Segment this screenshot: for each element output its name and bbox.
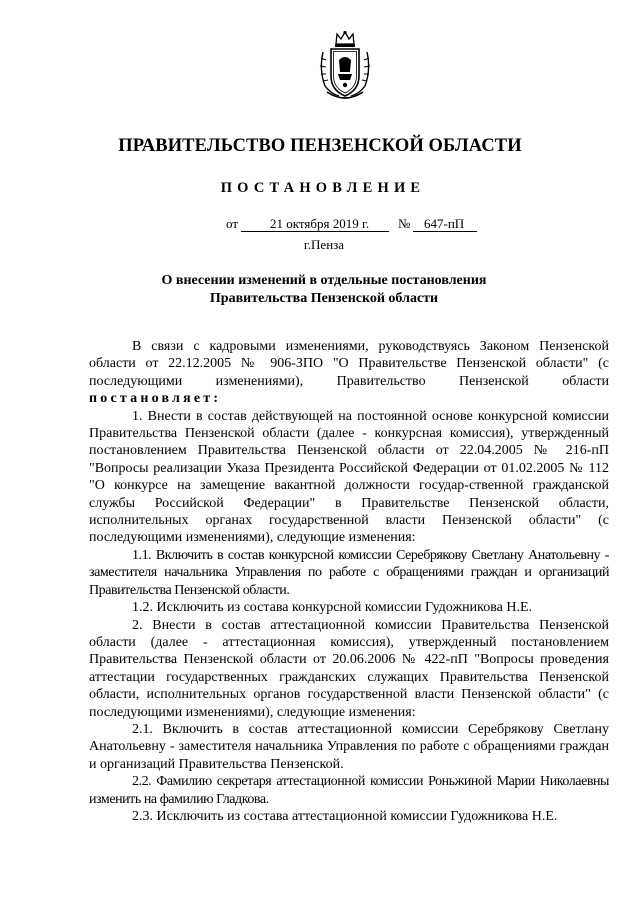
subject-line-1: О внесении изменений в отдельные постановления <box>161 273 487 288</box>
document-meta <box>0 216 640 234</box>
number-value: 647-пП <box>424 216 465 231</box>
date-underline <box>241 231 389 232</box>
item-2-3: 2.3. Исключить из состава аттестационной комиссии Гудожникова Н.Е. <box>132 808 558 824</box>
government-title: ПРАВИТЕЛЬСТВО ПЕНЗЕНСКОЙ ОБЛАСТИ <box>118 136 522 156</box>
resolves-word: постановляет: <box>89 391 222 407</box>
number-underline <box>413 231 477 232</box>
date-value: 21 октября 2019 г. <box>270 216 370 231</box>
item-1-2: 1.2. Исключить из состава конкурсной комиссии Гудожникова Н.Е. <box>132 600 532 616</box>
document-body <box>89 338 609 825</box>
item-2-1: 2.1. Включить в состав аттестационной комиссии Серебрякову Светлану Анатольевну - заместителя начальника Управления по работе с обращениями граждан и организаций Правительства Пензенской. <box>89 721 609 772</box>
city: г.Пенза <box>303 237 345 252</box>
number-prefix: № <box>398 216 411 231</box>
subject-line-2: Правительства Пензенской области <box>209 291 439 306</box>
item-2: 2. Внести в состав аттестационной комиссии Правительства Пензенской области (далее - аттестационная комиссия), утвержденный постановлением Правительства Пензенской области от 20.06.2006 № 422-пП "Вопросы проведения аттестации государственных гражданских служащих Правительства Пензенской области, исполнительных органов государственной власти Пензенской области" (с последующими изменениями), следующие изменения: <box>89 617 609 720</box>
item-1-1: 1.1. Включить в состав конкурсной комиссии Серебрякову Светлану Анатольевну - заместителя начальника Управления по работе с обращениями граждан и организаций Правительства Пензенской области. <box>89 547 609 598</box>
document-type: ПОСТАНОВЛЕНИЕ <box>220 180 426 196</box>
document-subject <box>0 272 640 308</box>
intro-text: В связи с кадровыми изменениями, руководствуясь Законом Пензенской области от 22.12.2005 № 906-ЗПО "О Правительстве Пензенской области" (с последующими изменениями), Правительство Пензенской области <box>89 339 609 389</box>
intro-paragraph <box>89 338 609 408</box>
penza-coat-of-arms-icon <box>317 30 373 102</box>
item-2-2: 2.2. Фамилию секретаря аттестационной комиссии Роньжиной Марии Николаевны изменить на фамилию Гладкова. <box>89 774 609 807</box>
item-1: 1. Внести в состав действующей на постоянной основе конкурсной комиссии Правительства Пензенской области (далее - конкурсная комиссия), утвержденный постановлением Правительства Пензенской области от 22.04.2005 № 216-пП "Вопросы реализации Указа Президента Российской Федерации от 01.02.2005 № 112 "О конкурсе на замещение вакантной должности государ-ственной гражданской службы Российской Федерации" в Правительстве Пензенской области, исполнительных органах государственной власти Пензенской области" (с последующими изменениями), следующие изменения: <box>89 408 609 546</box>
date-prefix: от <box>226 216 239 231</box>
